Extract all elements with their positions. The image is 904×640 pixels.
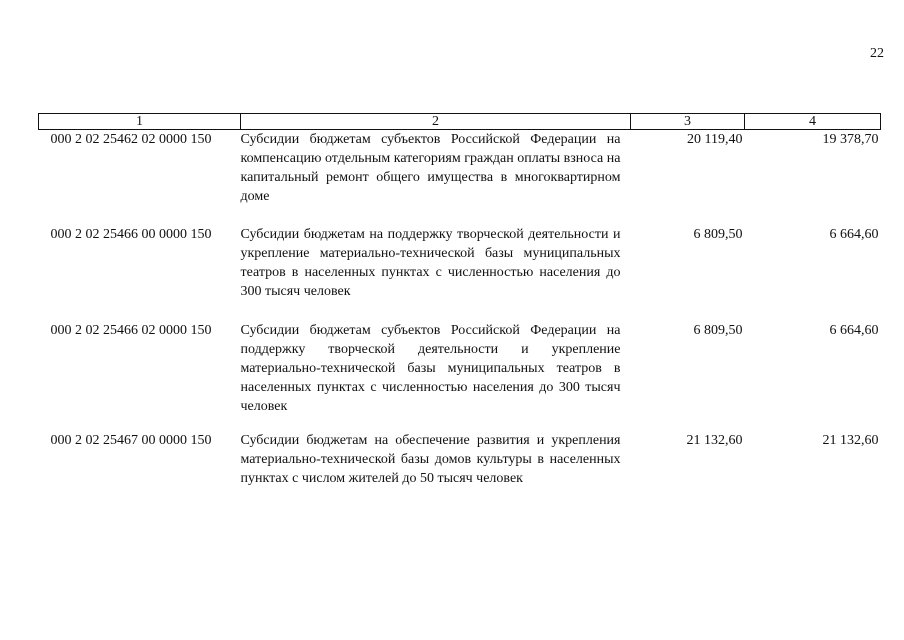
budget-table (38, 113, 881, 511)
table-row (39, 431, 881, 511)
amount-col3-cell: 6 809,50 (693, 227, 743, 242)
description-cell: Субсидии бюджетам на поддержку творческой деятельности и укрепление материально-технической базы муниципальных театров в населенных пунктах с численностью населения до 300 тысяч человек (240, 227, 621, 299)
table-row (39, 225, 881, 321)
amount-col3-cell: 20 119,40 (687, 132, 743, 147)
column-header-2: 2 (241, 114, 631, 130)
amount-col4-cell: 21 132,60 (822, 433, 879, 448)
table-header-row (39, 114, 881, 130)
amount-col4-cell: 19 378,70 (822, 132, 879, 147)
table-row (39, 130, 881, 226)
column-header-4: 4 (745, 114, 881, 130)
description-cell: Субсидии бюджетам субъектов Российской Федерации на компенсацию отдельным категориям граждан оплаты взноса на капитальный ремонт общего имущества в многоквартирном доме (240, 132, 621, 204)
budget-code-cell: 000 2 02 25467 00 0000 150 (50, 433, 212, 448)
amount-col3-cell: 6 809,50 (693, 323, 743, 338)
amount-col4-cell: 6 664,60 (829, 227, 879, 242)
column-header-1: 1 (39, 114, 241, 130)
description-cell: Субсидии бюджетам субъектов Российской Федерации на поддержку творческой деятельности и укрепление материально-технической базы муниципальных театров в населенных пунктах с численностью населения до 300 тысяч человек (240, 323, 621, 414)
amount-col3-cell: 21 132,60 (686, 433, 743, 448)
table-row (39, 321, 881, 431)
description-cell: Субсидии бюджетам на обеспечение развития и укрепления материально-технической базы домов культуры в населенных пунктах с числом жителей до 50 тысяч человек (240, 433, 621, 486)
page-number: 22 (870, 46, 884, 61)
amount-col4-cell: 6 664,60 (829, 323, 879, 338)
budget-code-cell: 000 2 02 25466 02 0000 150 (50, 323, 212, 338)
budget-code-cell: 000 2 02 25462 02 0000 150 (50, 132, 212, 147)
column-header-3: 3 (631, 114, 745, 130)
budget-code-cell: 000 2 02 25466 00 0000 150 (50, 227, 212, 242)
